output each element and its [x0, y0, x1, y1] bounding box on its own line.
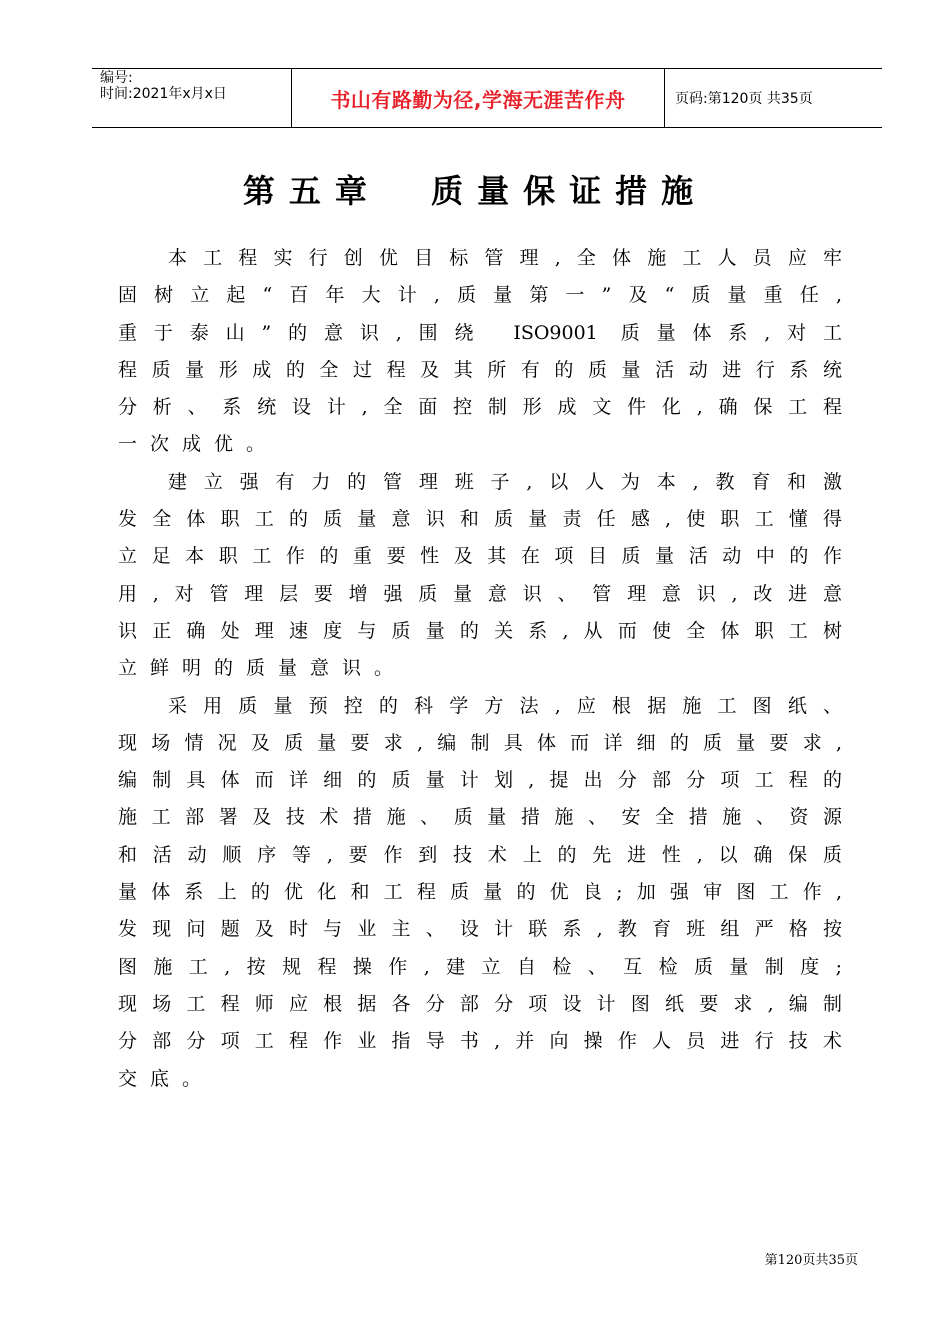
text-line: 识正确处理速度与质量的关系,从而使全体职工树: [118, 619, 842, 642]
page-header: [92, 68, 882, 128]
text-line: 立鲜明的质量意识。: [118, 657, 407, 680]
text-line: 用,对管理层要增强质量意识、管理意识,改进意: [118, 582, 842, 605]
text-line: 立足本职工作的重要性及其在项目质量活动中的作: [118, 545, 842, 568]
text-line: 本工程实行创优目标管理,全体施工人员应牢: [168, 247, 842, 269]
document-body: [118, 245, 842, 1103]
text-line: 施工部署及技术措施、质量措施、安全措施、资源: [118, 806, 842, 829]
text-line: 图施工,按规程操作,建立自检、互检质量制度;: [118, 955, 842, 978]
text-line: 交底。: [118, 1067, 215, 1090]
text-line: 分析、系统设计,全面控制形成文件化,确保工程: [118, 396, 842, 419]
header-motto: 书山有路勤为径,学海无涯苦作舟: [292, 69, 665, 127]
text-line: 重于泰山”的意识,围绕 ISO9001 质量体系,对工: [118, 321, 842, 344]
header-meta: [92, 69, 292, 127]
number-label: 编号:: [100, 70, 133, 86]
text-line: 发全体职工的质量意识和质量责任感,使职工懂得: [118, 508, 842, 531]
text-line: 现场工程师应根据各分部分项设计图纸要求,编制: [118, 992, 842, 1015]
chapter-title: 第五章 质量保证措施: [242, 172, 708, 210]
header-page-label: 页码:第120页 共35页: [675, 91, 813, 107]
text-line: 程质量形成的全过程及其所有的质量活动进行系统: [118, 358, 842, 381]
text-line: 发现问题及时与业主、设计联系,教育班组严格按: [118, 918, 842, 941]
paragraph: [118, 693, 842, 1103]
paragraph: [118, 245, 842, 469]
text-line: 建立强有力的管理班子,以人为本,教育和激: [168, 470, 842, 493]
text-line: 固树立起“百年大计,质量第一”及“质量重任,: [118, 284, 842, 307]
text-line: 和活动顺序等,要作到技术上的先进性,以确保质: [118, 843, 842, 866]
text-line: 采用质量预控的科学方法,应根据施工图纸、: [168, 694, 842, 717]
text-line: 编制具体而详细的质量计划,提出分部分项工程的: [118, 769, 842, 792]
text-line: 量体系上的优化和工程质量的优良;加强审图工作,: [118, 881, 842, 904]
text-line: 一次成优。: [118, 433, 279, 456]
paragraph: [118, 469, 842, 693]
text-line: 现场情况及质量要求,编制具体而详细的质量要求,: [118, 731, 842, 754]
text-line: 分部分项工程作业指导书,并向操作人员进行技术: [118, 1030, 842, 1053]
time-label: 时间:2021年x月x日: [100, 86, 227, 102]
page-footer: 第120页共35页: [764, 1253, 858, 1268]
